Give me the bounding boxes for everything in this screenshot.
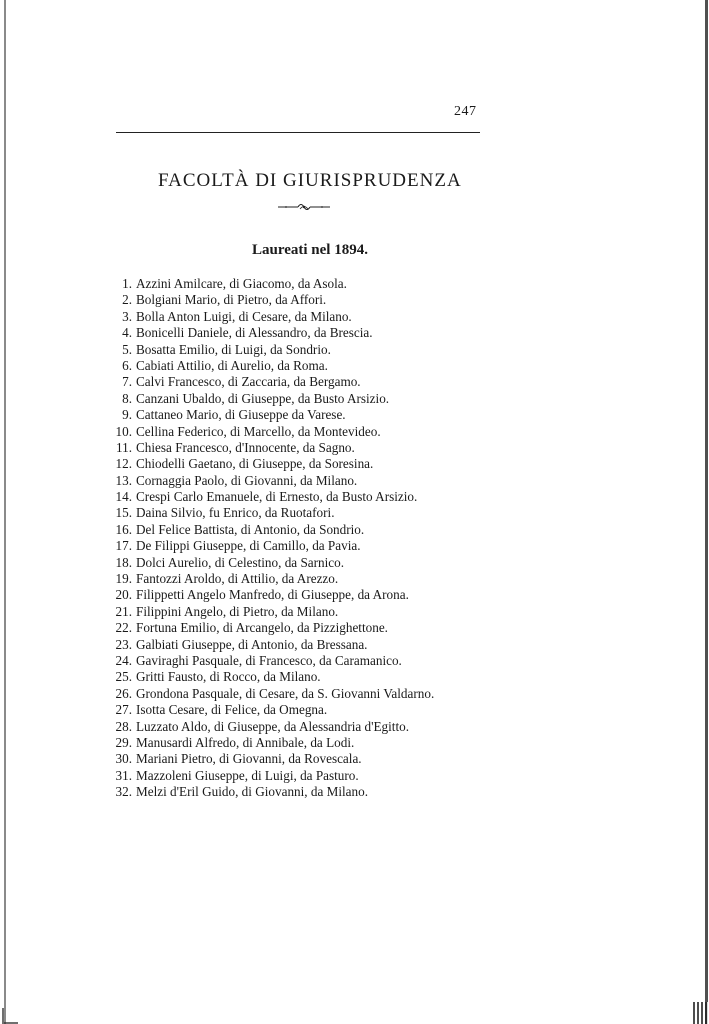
list-item-number: 11.	[116, 439, 132, 455]
list-item-text: Chiodelli Gaetano, di Giuseppe, da Soresina.	[136, 456, 374, 472]
list-item-text: Grondona Pasquale, di Cesare, da S. Giovanni Valdarno.	[136, 685, 435, 701]
list-item	[100, 751, 362, 767]
list-item-text: Bosatta Emilio, di Luigi, da Sondrio.	[136, 341, 331, 357]
list-item	[100, 374, 361, 390]
list-item-number: 23.	[115, 636, 132, 652]
list-item	[100, 407, 346, 423]
list-item-text: Fantozzi Aroldo, di Attilio, da Arezzo.	[136, 571, 339, 587]
list-item-text: Bonicelli Daniele, di Alessandro, da Brescia.	[136, 325, 373, 341]
list-item-number: 8.	[122, 390, 132, 406]
list-item	[100, 587, 409, 603]
scan-edge-right	[705, 0, 708, 1024]
list-item-text: Canzani Ubaldo, di Giuseppe, da Busto Arsizio.	[136, 390, 390, 406]
list-item-text: Mazzoleni Giuseppe, di Luigi, da Pasturo.	[136, 767, 359, 783]
page-number: 247	[454, 104, 477, 119]
list-item-number: 1.	[122, 276, 132, 291]
list-item-text: Galbiati Giuseppe, di Antonio, da Bressana.	[136, 636, 368, 652]
list-item	[100, 554, 345, 571]
list-item-text: Filippini Angelo, di Pietro, da Milano.	[136, 603, 339, 619]
graduates-list	[100, 276, 435, 801]
list-item-number: 30.	[115, 751, 132, 767]
list-item-text: Manusardi Alfredo, di Annibale, da Lodi.	[136, 734, 355, 750]
scan-edge-bottom-left	[2, 1008, 18, 1024]
list-item-text: Bolla Anton Luigi, di Cesare, da Milano.	[136, 308, 352, 324]
list-item	[100, 784, 369, 800]
list-item-text: Cellina Federico, di Marcello, da Montevideo.	[136, 423, 381, 439]
list-item-text: Filippetti Angelo Manfredo, di Giuseppe, da Arona.	[136, 587, 409, 603]
list-item-text: Gaviraghi Pasquale, di Francesco, da Caramanico.	[136, 652, 402, 668]
list-item-number: 3.	[122, 308, 132, 324]
list-item-number: 17.	[115, 538, 132, 554]
list-item	[100, 636, 368, 653]
list-item-text: Mariani Pietro, di Giovanni, da Rovescala.	[136, 751, 362, 767]
ornament-divider-icon	[278, 200, 330, 214]
faculty-title: FACOLTÀ DI GIURISPRUDENZA	[158, 170, 462, 191]
list-item	[100, 276, 347, 292]
list-item-number: 13.	[115, 472, 132, 488]
list-item	[100, 308, 352, 325]
list-item-number: 28.	[115, 718, 132, 734]
list-item-text: Fortuna Emilio, di Arcangelo, da Pizzighettone.	[136, 620, 388, 636]
list-item-text: Cornaggia Paolo, di Giovanni, da Milano.	[136, 472, 358, 488]
list-item-text: Azzini Amilcare, di Giacomo, da Asola.	[136, 276, 347, 291]
list-item	[100, 439, 355, 456]
list-item-text: Melzi d'Eril Guido, di Giovanni, da Milano.	[136, 784, 369, 800]
list-item-text: Bolgiani Mario, di Pietro, da Affori.	[136, 292, 327, 308]
list-item-number: 24.	[115, 652, 132, 668]
list-item-number: 18.	[115, 554, 132, 570]
list-item-number: 25.	[115, 669, 132, 685]
list-item	[100, 685, 435, 702]
list-item-text: Cabiati Attilio, di Aurelio, da Roma.	[136, 357, 328, 373]
list-item	[100, 489, 418, 505]
list-item	[100, 669, 321, 685]
header-rule	[116, 132, 480, 133]
list-item-text: Del Felice Battista, di Antonio, da Sondrio.	[136, 521, 365, 537]
list-item-number: 4.	[122, 325, 132, 341]
list-item-number: 14.	[115, 489, 132, 505]
list-item-text: Luzzato Aldo, di Giuseppe, da Alessandria d'Egitto.	[136, 718, 410, 734]
list-item-text: Chiesa Francesco, d'Innocente, da Sagno.	[136, 439, 355, 455]
list-item	[100, 292, 327, 308]
list-item	[100, 620, 388, 636]
list-item	[100, 702, 328, 718]
list-item-text: Daina Silvio, fu Enrico, da Ruotafori.	[136, 505, 335, 521]
list-item	[100, 521, 365, 538]
list-item-text: Cattaneo Mario, di Giuseppe da Varese.	[136, 407, 346, 423]
list-item-text: Isotta Cesare, di Felice, da Omegna.	[136, 702, 328, 718]
list-item	[100, 767, 359, 784]
list-item	[100, 325, 373, 341]
list-item	[100, 341, 331, 358]
list-item-number: 31.	[115, 767, 132, 783]
list-item-text: Gritti Fausto, di Rocco, da Milano.	[136, 669, 321, 685]
list-item-number: 26.	[115, 685, 132, 701]
list-item-number: 21.	[115, 603, 132, 619]
list-item	[100, 652, 402, 669]
list-item	[100, 734, 355, 751]
list-item-number: 9.	[122, 407, 132, 423]
list-item	[100, 423, 381, 440]
list-item-number: 7.	[122, 374, 132, 390]
list-item	[100, 538, 361, 554]
list-item-number: 10.	[115, 423, 132, 439]
list-item-number: 16.	[115, 521, 132, 537]
scan-edge-left	[4, 0, 6, 1024]
list-item-number: 5.	[122, 341, 132, 357]
list-item-text: Calvi Francesco, di Zaccaria, da Bergamo.	[136, 374, 361, 390]
list-item-number: 27.	[115, 702, 132, 718]
list-item	[100, 472, 358, 489]
list-item-text: Dolci Aurelio, di Celestino, da Sarnico.	[136, 554, 345, 570]
list-item-text: Crespi Carlo Emanuele, di Ernesto, da Busto Arsizio.	[136, 489, 418, 505]
list-item-number: 29.	[115, 734, 132, 750]
list-item	[100, 357, 328, 374]
list-item	[100, 456, 374, 472]
list-item-number: 32.	[115, 784, 132, 800]
list-item-text: De Filippi Giuseppe, di Camillo, da Pavia.	[136, 538, 361, 554]
list-item	[100, 505, 335, 521]
list-item-number: 19.	[115, 571, 132, 587]
scan-edge-bottom-right	[693, 1002, 709, 1024]
list-item-number: 2.	[122, 292, 132, 308]
list-item	[100, 571, 339, 587]
list-item-number: 15.	[115, 505, 132, 521]
list-item	[100, 390, 390, 407]
list-item-number: 22.	[115, 620, 132, 636]
list-item-number: 20.	[115, 587, 132, 603]
list-item-number: 12.	[115, 456, 132, 472]
list-item	[100, 603, 339, 620]
list-item	[100, 718, 410, 735]
list-item-number: 6.	[122, 357, 132, 373]
section-title: Laureati nel 1894.	[252, 242, 368, 258]
